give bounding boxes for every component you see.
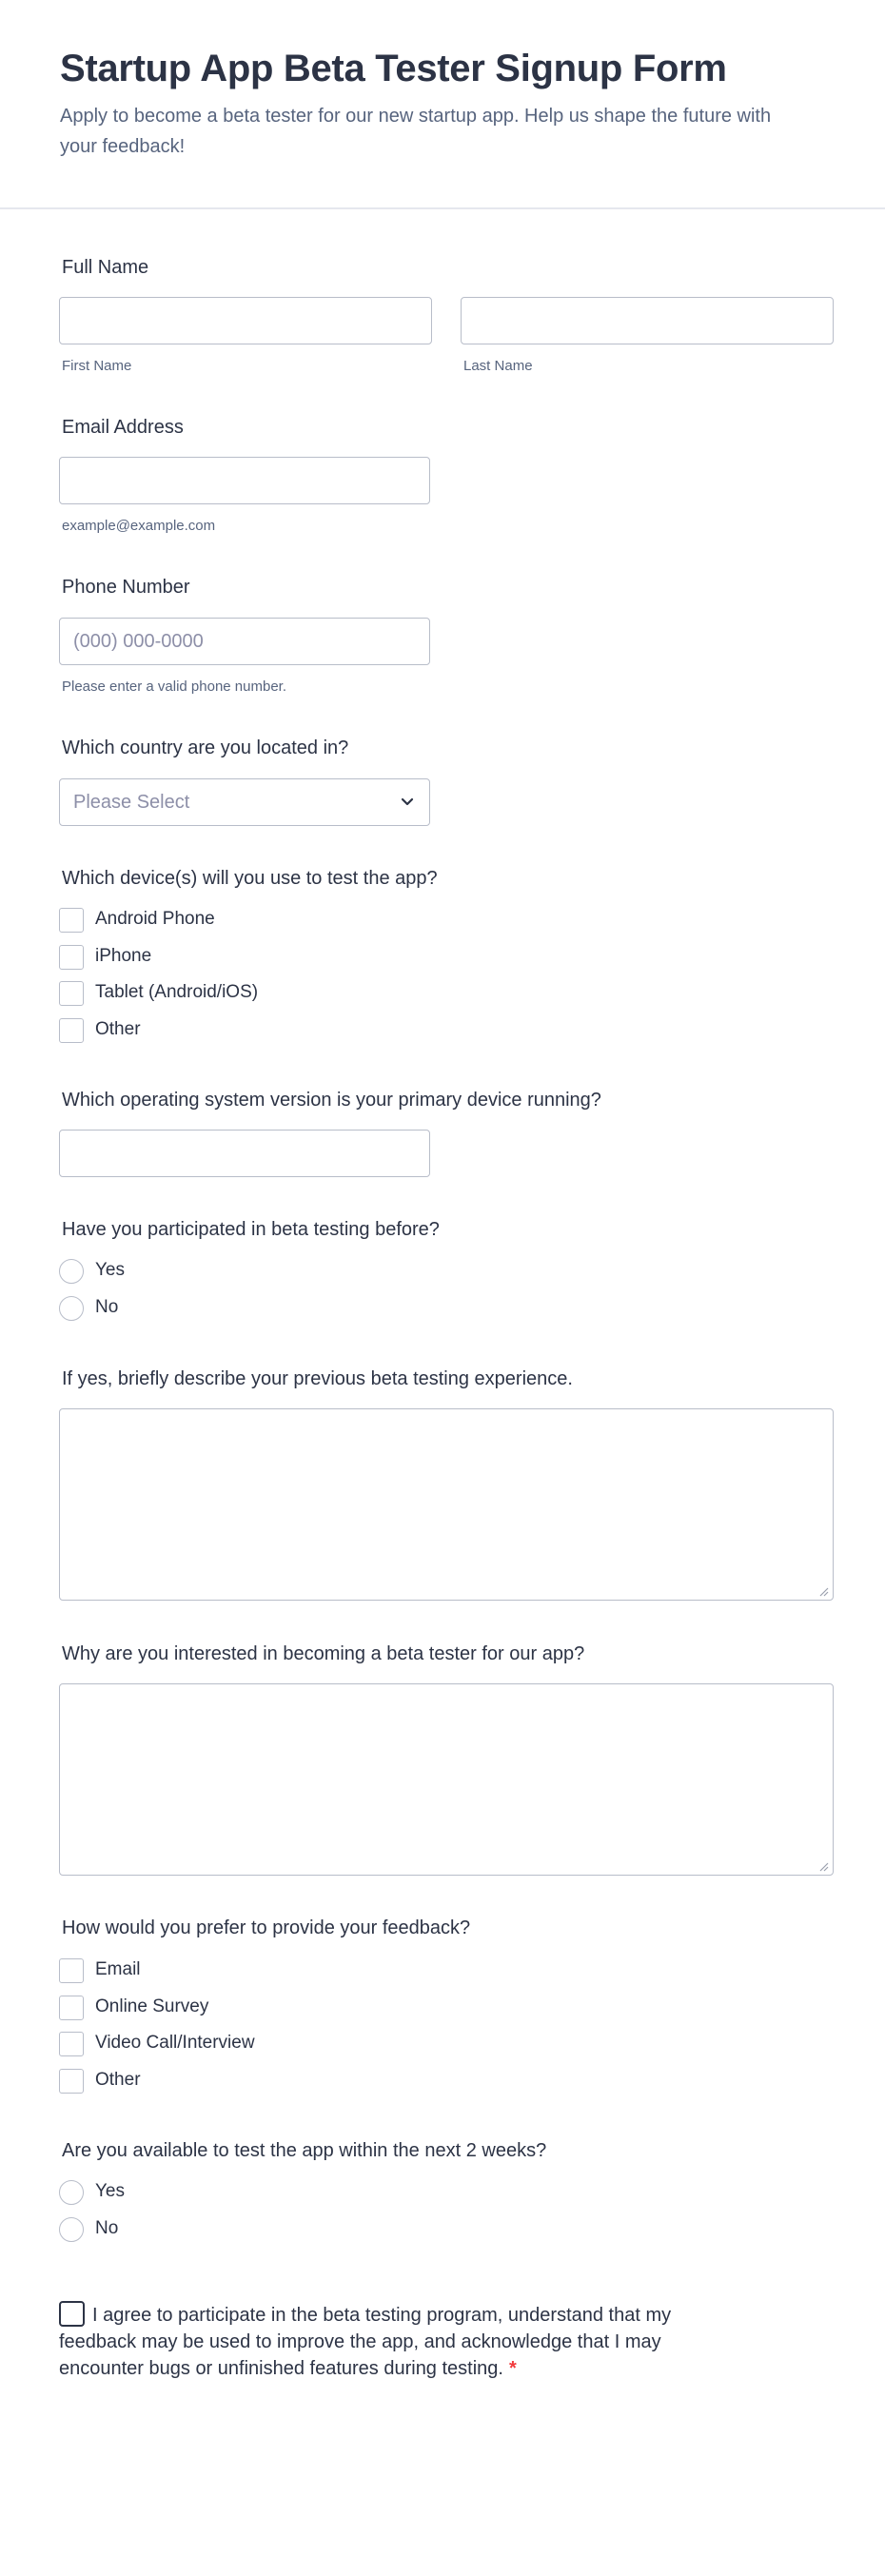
option-label: Other bbox=[95, 1019, 141, 1039]
checkbox[interactable] bbox=[59, 981, 84, 1006]
email-input[interactable] bbox=[59, 457, 430, 504]
country-label: Which country are you located in? bbox=[62, 737, 349, 758]
resize-grip-icon[interactable] bbox=[817, 1585, 829, 1597]
experience-label: If yes, briefly describe your previous beta testing experience. bbox=[62, 1368, 573, 1389]
feedback-label: How would you prefer to provide your feedback? bbox=[62, 1917, 471, 1938]
checkbox[interactable] bbox=[59, 2032, 84, 2056]
checkbox[interactable] bbox=[59, 1996, 84, 2020]
option-label: No bbox=[95, 1297, 119, 1317]
checkbox[interactable] bbox=[59, 908, 84, 933]
availability-label: Are you available to test the app within the next 2 weeks? bbox=[62, 2140, 547, 2161]
form-title: Startup App Beta Tester Signup Form bbox=[60, 48, 727, 89]
os-version-input[interactable] bbox=[59, 1130, 430, 1177]
last-name-input[interactable] bbox=[461, 297, 834, 344]
email-sublabel: example@example.com bbox=[62, 518, 216, 534]
option-label: Video Call/Interview bbox=[95, 2033, 255, 2053]
phone-label: Phone Number bbox=[62, 577, 190, 598]
form-subtitle: Apply to become a beta tester for our new startup app. Help us shape the future with your feedback! bbox=[60, 106, 772, 157]
full-name-label: Full Name bbox=[62, 257, 149, 278]
checkbox[interactable] bbox=[59, 1958, 84, 1983]
option-label: Yes bbox=[95, 1260, 125, 1280]
checkbox[interactable] bbox=[59, 1018, 84, 1043]
option-label: Yes bbox=[95, 2181, 125, 2201]
radio-button[interactable] bbox=[59, 1296, 84, 1321]
chevron-down-icon bbox=[399, 793, 416, 810]
last-name-sublabel: Last Name bbox=[463, 358, 533, 374]
os-version-label: Which operating system version is your primary device running? bbox=[62, 1090, 601, 1111]
experience-textarea[interactable] bbox=[59, 1408, 834, 1601]
interest-label: Why are you interested in becoming a beta tester for our app? bbox=[62, 1643, 585, 1664]
option-label: Email bbox=[95, 1959, 141, 1979]
prior-beta-label: Have you participated in beta testing before? bbox=[62, 1219, 440, 1240]
country-select-value: Please Select bbox=[73, 792, 190, 813]
form-header bbox=[0, 0, 885, 209]
agreement-field[interactable] bbox=[59, 2301, 744, 2382]
phone-sublabel: Please enter a valid phone number. bbox=[62, 678, 286, 695]
checkbox[interactable] bbox=[59, 2069, 84, 2094]
checkbox[interactable] bbox=[59, 945, 84, 970]
required-marker: * bbox=[508, 2358, 517, 2379]
option-label: iPhone bbox=[95, 946, 152, 966]
interest-textarea[interactable] bbox=[59, 1683, 834, 1876]
option-label: No bbox=[95, 2218, 119, 2238]
email-label: Email Address bbox=[62, 417, 184, 438]
option-label: Android Phone bbox=[95, 909, 215, 929]
first-name-sublabel: First Name bbox=[62, 358, 132, 374]
country-select[interactable] bbox=[59, 778, 430, 826]
devices-label: Which device(s) will you use to test the app? bbox=[62, 868, 438, 889]
agreement-checkbox[interactable] bbox=[59, 2301, 85, 2327]
option-label: Other bbox=[95, 2070, 141, 2090]
phone-input[interactable] bbox=[59, 618, 430, 665]
resize-grip-icon[interactable] bbox=[817, 1860, 829, 1872]
agreement-text: I agree to participate in the beta testing program, understand that my feedback may be used to improve the app, and acknowledge that I may encounter bugs or unfinished features during testing. bbox=[59, 2305, 672, 2379]
radio-button[interactable] bbox=[59, 1259, 84, 1284]
option-label: Online Survey bbox=[95, 1996, 209, 2016]
option-label: Tablet (Android/iOS) bbox=[95, 982, 259, 1002]
first-name-input[interactable] bbox=[59, 297, 432, 344]
radio-button[interactable] bbox=[59, 2180, 84, 2205]
radio-button[interactable] bbox=[59, 2217, 84, 2242]
